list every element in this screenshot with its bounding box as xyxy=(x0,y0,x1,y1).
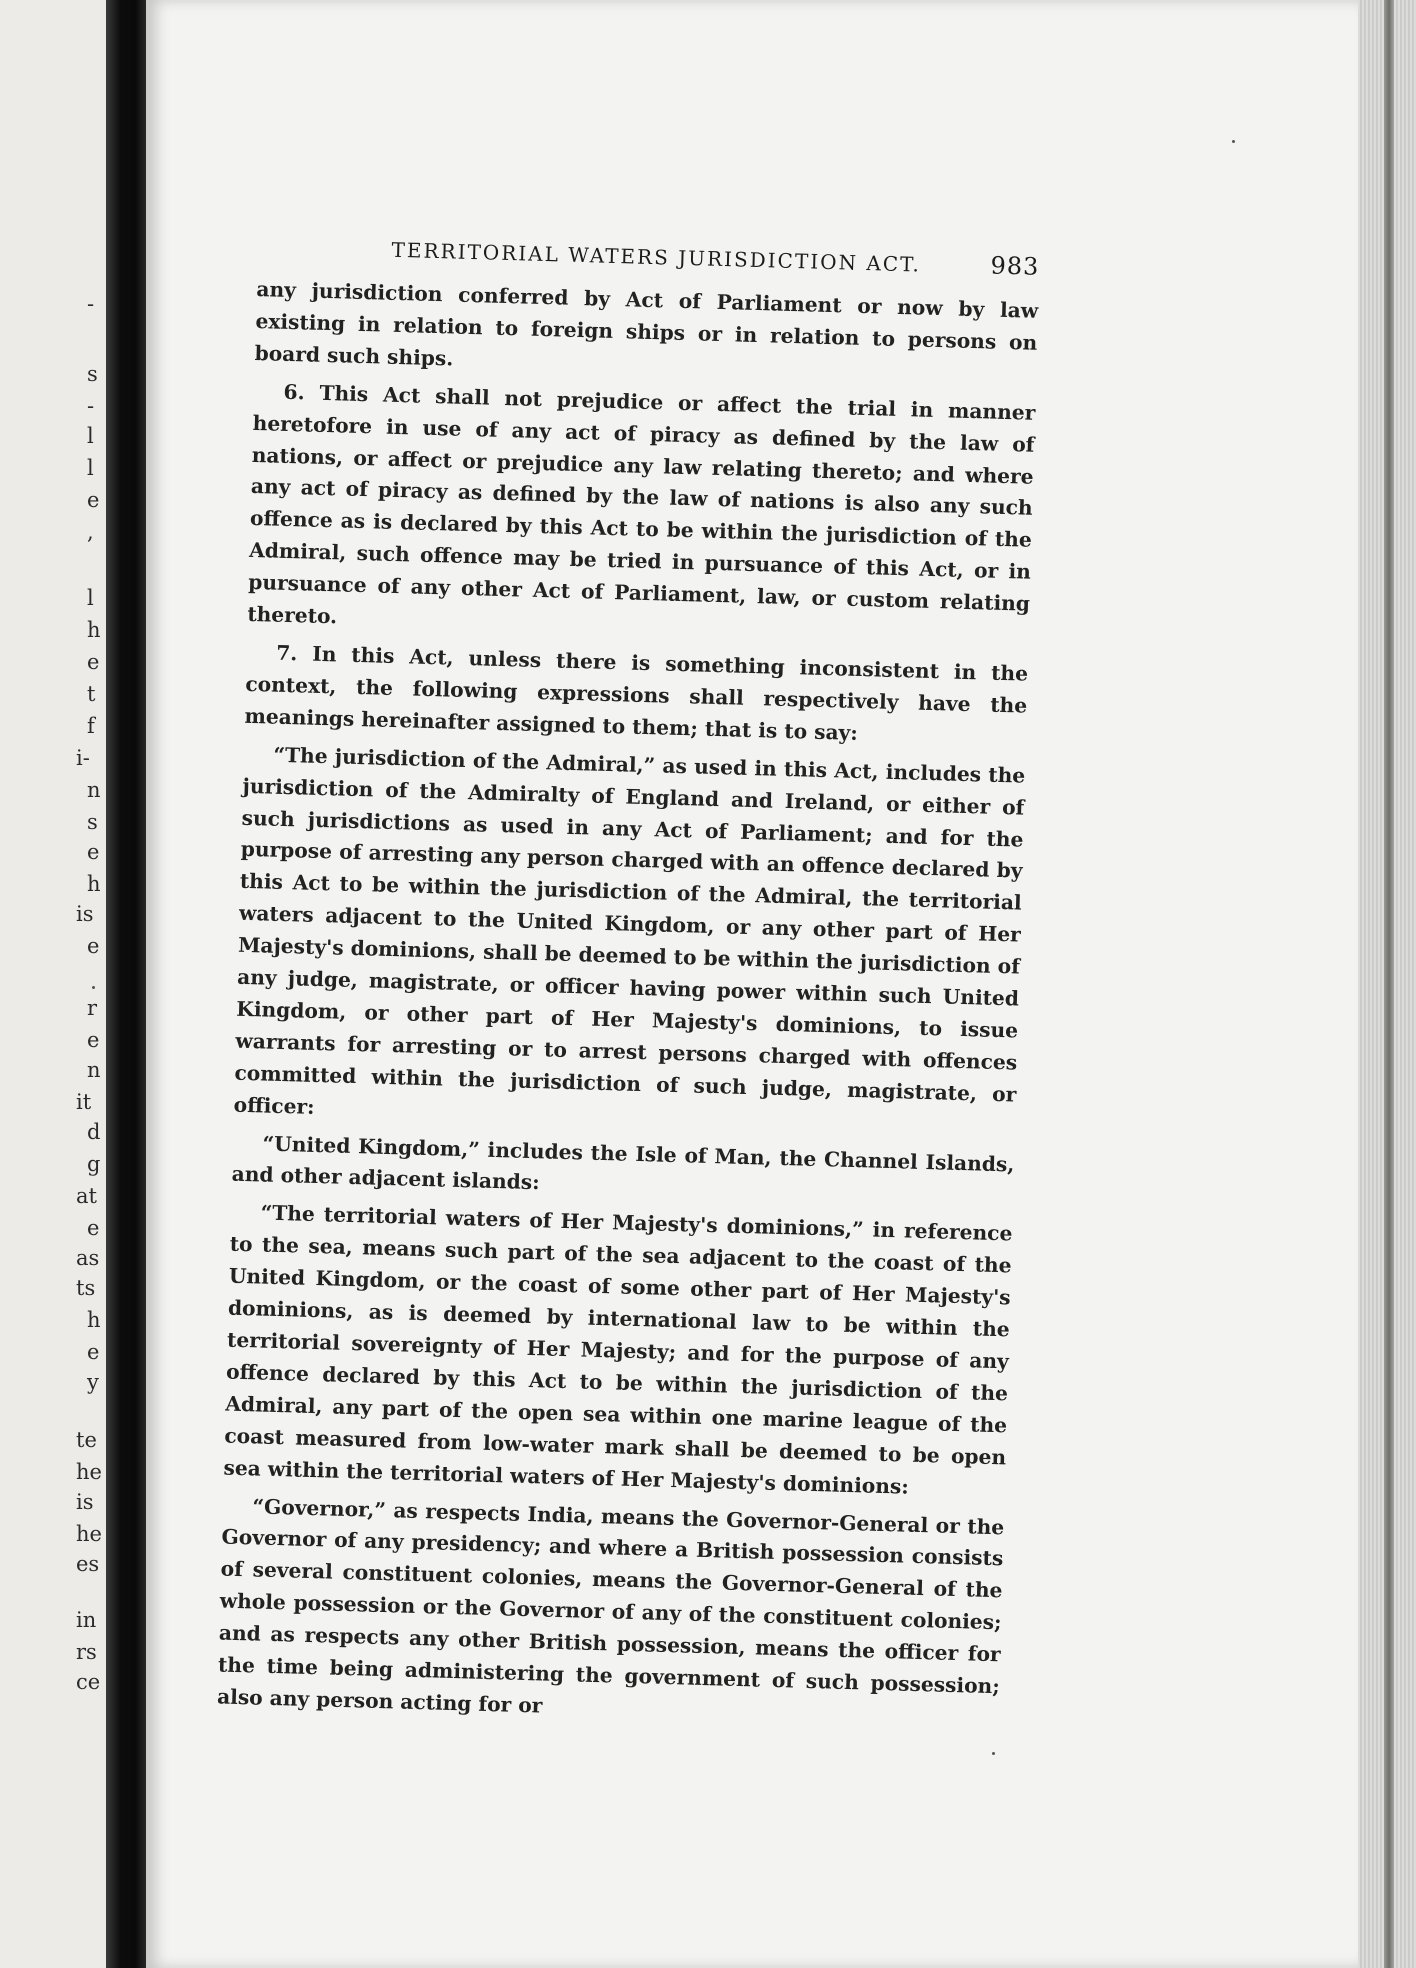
facing-page xyxy=(0,0,110,1968)
facing-page-fragment: at xyxy=(76,1184,97,1208)
facing-page-fragment: s xyxy=(87,810,98,834)
section-7: 7. In this Act, unless there is something inconsistent in the context, the following expressions shall respectively have the meanings hereinafter assigned to them; that is to say: xyxy=(244,640,1029,745)
facing-page-fragment: es xyxy=(76,1552,100,1576)
facing-page-fragment: te xyxy=(76,1428,97,1452)
facing-page-fragment: ts xyxy=(76,1276,96,1300)
facing-page-fragment: y xyxy=(87,1370,99,1394)
facing-page-fragment: f xyxy=(87,714,95,738)
page-text-block xyxy=(217,234,1040,1741)
facing-page-fragment: e xyxy=(87,1216,100,1240)
facing-page-fragment: he xyxy=(76,1460,102,1484)
page-number: 983 xyxy=(990,251,1040,281)
facing-page-fragment: is xyxy=(76,1490,94,1514)
facing-page-fragment: l xyxy=(87,586,94,610)
facing-page-fragment: s xyxy=(87,362,98,386)
facing-page-fragment: g xyxy=(87,1152,101,1176)
definition-governor: “Governor,” as respects India, means the Governor-General or the Governor of any presidency; and where a British possession consists of several constituent colonies, means the Governor-General of the whole possession or the Governor of any of the constituent colonies; and as respects any other British possession, means the officer for the time being administering the government of such possession; also any person acting for or xyxy=(216,1493,1005,1718)
book-gutter xyxy=(106,0,148,1968)
facing-page-fragment: l xyxy=(87,424,94,448)
page-edge-shadow xyxy=(1384,0,1394,1968)
facing-page-fragment: n xyxy=(87,778,101,802)
facing-page-fragment: l xyxy=(87,456,94,480)
facing-page-fragment: r xyxy=(87,996,98,1020)
facing-page-fragment: - xyxy=(87,394,95,418)
paper-speck xyxy=(992,1752,995,1755)
facing-page-fragment: n xyxy=(87,1058,101,1082)
facing-page-fragment: e xyxy=(87,934,100,958)
facing-page-fragment: h xyxy=(87,1308,101,1332)
paragraph-continued: any jurisdiction conferred by Act of Parliament or now by law existing in relation to foreign ships or in relation to persons on board such ships. xyxy=(254,276,1039,371)
facing-page-fragment: it xyxy=(76,1090,92,1114)
definition-territorial-waters: “The territorial waters of Her Majesty's dominions,” in reference to the sea, means such part of the sea adjacent to the coast of the United Kingdom, or the coast of some other part of Her Majesty's dominions, as is deemed by international law to be within the territorial sovereignty of Her Majesty; and for the purpose of any offence declared by this Act to be within the jurisdiction of the Admiral, any part of the open sea within one marine league of the coast measured from low-water mark shall be deemed to be open sea within the territorial waters of Her Majesty's dominions: xyxy=(223,1200,1013,1499)
paper-speck xyxy=(1232,140,1235,143)
facing-page-text-fragments xyxy=(0,0,110,1968)
facing-page-fragment: is xyxy=(76,902,94,926)
facing-page-fragment: e xyxy=(87,840,100,864)
facing-page-fragment: in xyxy=(76,1608,97,1632)
facing-page-fragment: e xyxy=(87,1340,100,1364)
definition-united-kingdom: “United Kingdom,” includes the Isle of Man, the Channel Islands, and other adjacent islands: xyxy=(231,1131,1015,1195)
facing-page-fragment: , xyxy=(87,520,94,544)
facing-page-fragment: as xyxy=(76,1246,100,1270)
facing-page-fragment: ce xyxy=(76,1670,101,1694)
facing-page-fragment: - xyxy=(87,292,95,316)
facing-page-fragment: he xyxy=(76,1522,102,1546)
facing-page-fragment: e xyxy=(87,488,100,512)
facing-page-fragment: h xyxy=(87,872,101,896)
facing-page-fragment: h xyxy=(87,618,101,642)
facing-page-fragment: t xyxy=(87,682,96,706)
section-6: 6. This Act shall not prejudice or affect the trial in manner heretofore in use of any act of piracy as defined by the law of nations, or affect or prejudice any law relating thereto; and where any act of piracy as defined by the law of nations is also any such offence as is declared by this Act to be within the jurisdiction of the Admiral, such offence may be tried in pursuance of this Act, or in pursuance of any other Act of Parliament, law, or custom relating thereto. xyxy=(247,379,1036,629)
facing-page-fragment: i- xyxy=(76,746,90,770)
facing-page-fragment: rs xyxy=(76,1640,97,1664)
facing-page-fragment: d xyxy=(87,1120,101,1144)
facing-page-fragment: e xyxy=(87,1028,100,1052)
definition-jurisdiction-of-admiral: “The jurisdiction of the Admiral,” as used in this Act, includes the jurisdiction of the Admiralty of England and Ireland, or either of such jurisdictions as used in any Act of Parliament; and for the purpose of arresting any person charged with an offence declared by this Act to be within the jurisdiction of the Admiral, the territorial waters adjacent to the United Kingdom, or any other part of Her Majesty's dominions, shall be deemed to be within the jurisdiction of any judge, magistrate, or officer having power within such United Kingdom, or other part of Her Majesty's dominions, to issue warrants for arresting or to arrest persons charged with offences committed within the jurisdiction of such judge, magistrate, or officer: xyxy=(233,742,1026,1119)
paper-speck xyxy=(92,986,95,989)
facing-page-fragment: e xyxy=(87,650,100,674)
running-title: TERRITORIAL WATERS JURISDICTION ACT. xyxy=(391,237,922,277)
